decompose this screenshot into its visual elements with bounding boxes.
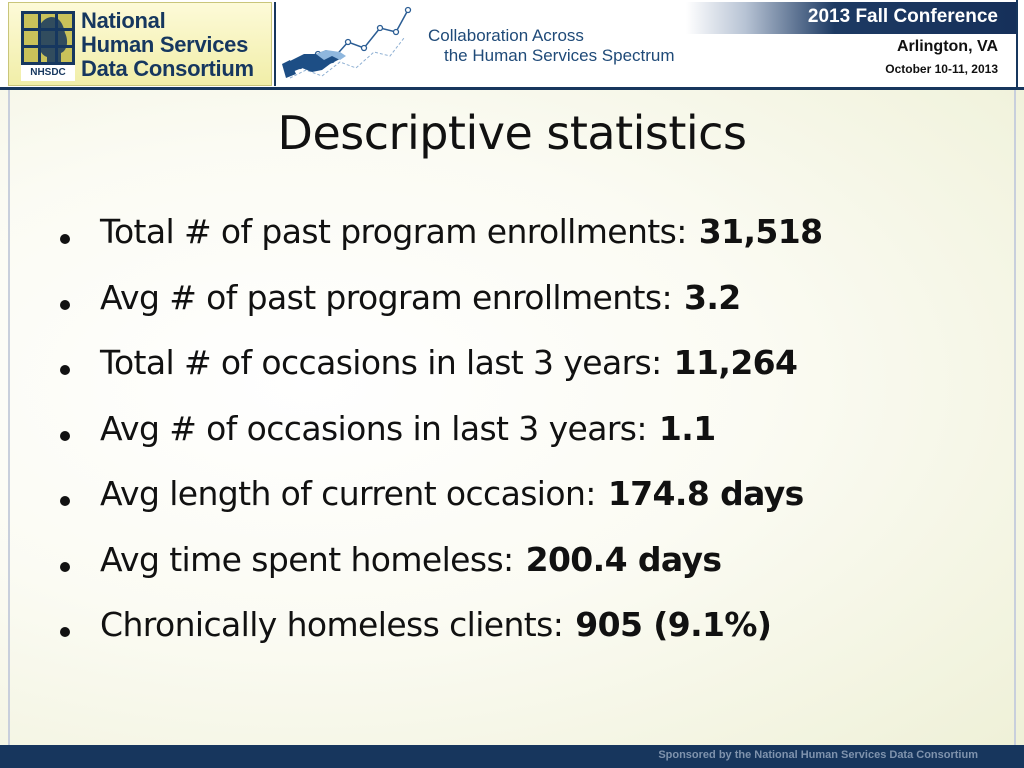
stat-value: 11,264 <box>673 343 798 382</box>
footer-bar <box>0 745 1024 768</box>
bullet-dot-icon <box>60 496 70 506</box>
nhsdc-logo <box>8 2 272 86</box>
stat-value: 1.1 <box>658 408 716 448</box>
handshake-chart-icon <box>282 4 422 84</box>
bullet-dot-icon <box>60 300 70 310</box>
stat-label: Avg length of current occasion: <box>100 474 596 513</box>
stat-value: 31,518 <box>698 212 823 251</box>
stat-item <box>60 474 980 540</box>
frame-right <box>1014 90 1016 745</box>
stat-value: 200.4 days <box>525 539 722 579</box>
nhsdc-logo-mark: NHSDC <box>30 67 66 78</box>
bullet-dot-icon <box>60 234 70 244</box>
stat-item <box>60 212 980 278</box>
bullet-dot-icon <box>60 562 70 572</box>
bullet-dot-icon <box>60 365 70 375</box>
tagline-line-2: the Human Services Spectrum <box>444 46 675 65</box>
conference-dates: October 10-11, 2013 <box>885 62 998 76</box>
stat-item <box>60 409 980 475</box>
bullet-dot-icon <box>60 431 70 441</box>
stat-value: 3.2 <box>684 277 741 317</box>
stat-value: 905 (9.1%) <box>575 605 772 644</box>
header-banner <box>0 0 1024 90</box>
bullet-dot-icon <box>60 627 70 637</box>
stats-list <box>60 212 980 671</box>
stat-item <box>60 605 980 671</box>
logo-line-1: National <box>81 8 166 33</box>
tagline <box>428 26 675 66</box>
stat-label: Avg # of past program enrollments: <box>100 277 672 317</box>
logo-text <box>81 9 254 81</box>
frame-left <box>8 90 10 745</box>
logo-line-3: Data Consortium <box>81 56 254 81</box>
stat-label: Total # of occasions in last 3 years: <box>100 343 662 382</box>
logo-line-2: Human Services <box>81 32 248 57</box>
conference-bar <box>686 2 1016 34</box>
conference-city: Arlington, VA <box>896 38 998 55</box>
header-divider <box>274 2 276 86</box>
stat-label: Chronically homeless clients: <box>100 605 564 644</box>
header-right-rule <box>1016 0 1018 90</box>
tagline-line-1: Collaboration Across <box>428 26 584 45</box>
stat-item <box>60 278 980 344</box>
stat-label: Avg # of occasions in last 3 years: <box>100 408 647 448</box>
stat-label: Avg time spent homeless: <box>100 539 514 579</box>
stat-label: Total # of past program enrollments: <box>100 212 687 251</box>
stat-value: 174.8 days <box>607 474 804 513</box>
conference-title: 2013 Fall Conference <box>807 6 998 27</box>
footer-sponsor-text: Sponsored by the National Human Services Data Consortium <box>658 749 978 761</box>
stat-item <box>60 540 980 606</box>
slide-title: Descriptive statistics <box>277 106 747 160</box>
stat-item <box>60 343 980 409</box>
